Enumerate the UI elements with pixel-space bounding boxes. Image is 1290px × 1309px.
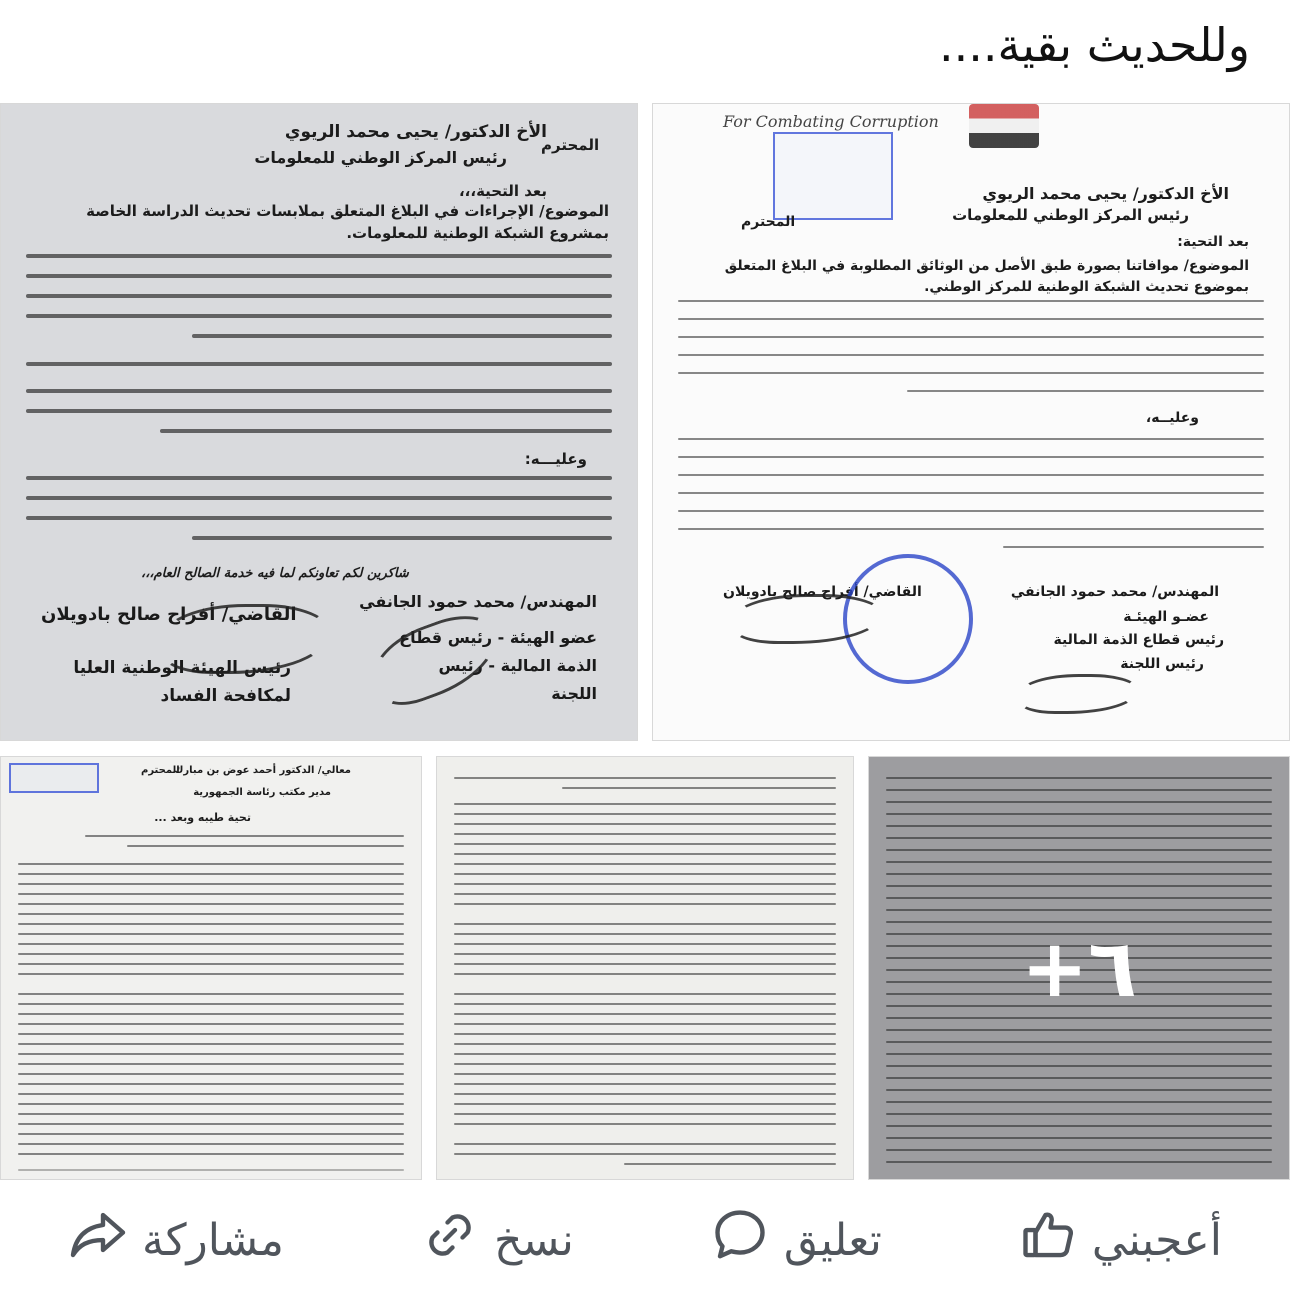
signature-right-name: المهندس/ محمد حمود الجانفي [1010, 584, 1219, 600]
post-photo-2[interactable] [652, 103, 1290, 741]
letter-text-line [192, 334, 612, 338]
letter-recipient-title: رئيس المركز الوطني للمعلومات [952, 206, 1189, 224]
letter-text-line [18, 1033, 404, 1035]
copy-button[interactable] [420, 1205, 574, 1276]
letter-honorific: المحترم [741, 214, 796, 230]
like-label: أعجبني [1091, 1214, 1222, 1266]
letter-text-line [18, 1053, 404, 1055]
letter-text-line [26, 409, 611, 413]
letter-subject: الموضوع/ الإجراءات في البلاغ المتعلق بملابسات تحديث الدراسة الخاصة بمشروع الشبكة الوطنية للمعلومات. [86, 202, 609, 242]
letter-text-line [454, 813, 837, 815]
letter-text-line [18, 1073, 404, 1075]
letter-thanks: شاكرين لكم تعاونكم لما فيه خدمة الصالح العام،،، [141, 566, 409, 581]
letter-greeting: بعد التحية: [1177, 234, 1249, 250]
share-icon [68, 1205, 128, 1276]
letter-text-line [18, 973, 404, 975]
letter-text-line [454, 803, 837, 805]
letter-text-line [160, 429, 612, 433]
letter-text-line [454, 843, 837, 845]
letter-recipient: معالي/ الدكتور أحمد عوض بن مبارك [174, 765, 351, 776]
signature-right-role: عضو الهيئة - رئيس قطاع الذمة المالية - رئيس اللجنة [399, 628, 597, 703]
letter-text-line [18, 1113, 404, 1115]
letter-text-line [454, 1073, 837, 1075]
letter-text-line [678, 354, 1263, 356]
letter-text-line [18, 1023, 404, 1025]
letter-text-line [454, 1063, 837, 1065]
letter-recipient: الأخ الدكتور/ يحيى محمد الريوي [284, 122, 547, 142]
letter-text-line [454, 943, 837, 945]
letter-text-line [454, 777, 837, 779]
post-photo-5[interactable] [868, 756, 1290, 1180]
thumbs-up-icon [1018, 1205, 1078, 1276]
comment-label: تعليق [783, 1214, 882, 1266]
signature-right-role: رئيس اللجنة [1120, 656, 1204, 672]
letter-honorific: المحترم [541, 136, 600, 154]
letter-text-line [678, 528, 1263, 530]
comment-bubble-icon [710, 1205, 770, 1276]
letter-text-line [26, 516, 611, 520]
letter-text-line [18, 923, 404, 925]
letter-text-line [454, 1043, 837, 1045]
letter-text-line [26, 476, 611, 480]
letter-text-line [454, 1113, 837, 1115]
letter-text-line [678, 336, 1263, 338]
letter-text-line [454, 953, 837, 955]
letter-text-line [454, 893, 837, 895]
letter-text-line [18, 1103, 404, 1105]
signature-left-name: القاضي/ أفراح صالح بادويلان [723, 584, 922, 600]
letter-text-line [678, 474, 1263, 476]
letter-recipient: الأخ الدكتور/ يحيى محمد الريوي [982, 184, 1229, 203]
letter-text-line [18, 1043, 404, 1045]
signature-left-name: القاضي/ أفراح صالح بادويلان [41, 604, 297, 625]
letter-text-line [85, 835, 404, 837]
letter-text-line [678, 438, 1263, 440]
letter-text-line [454, 903, 837, 905]
letter-text-line [907, 390, 1263, 392]
letter-text-line [624, 1163, 836, 1165]
letter-text-line [678, 300, 1263, 302]
letter-text-line [26, 362, 611, 366]
comment-button[interactable] [710, 1205, 882, 1276]
letter-text-line [18, 943, 404, 945]
like-button[interactable] [1018, 1205, 1222, 1276]
letter-english-header: For Combating Corruption [723, 112, 939, 131]
letter-recipient-title: مدير مكتب رئاسة الجمهورية [193, 787, 331, 798]
post-photo-1[interactable] [0, 103, 638, 741]
letter-text-line [678, 318, 1263, 320]
letter-text-line [26, 274, 611, 278]
coat-of-arms-emblem [969, 104, 1039, 148]
letter-text-line [454, 1103, 837, 1105]
signature-right-role: عضـو الهيئـة [1123, 609, 1209, 625]
received-stamp [773, 132, 893, 220]
letter-text-line [454, 1093, 837, 1095]
post-photo-3[interactable] [0, 756, 422, 1180]
letter-text-line [678, 372, 1263, 374]
letter-recipient-title: رئيس المركز الوطني للمعلومات [254, 148, 507, 167]
letter-text-line [18, 963, 404, 965]
signature-left-role: رئيس الهيئة الوطنية العليا لمكافحة الفساد [73, 658, 291, 706]
letter-text-line [26, 496, 611, 500]
letter-closing: وعليــه، [1145, 410, 1199, 426]
letter-text-line [26, 314, 611, 318]
letter-text-line [454, 963, 837, 965]
post-text: وللحديث بقية.... [939, 18, 1250, 72]
letter-text-line [454, 1023, 837, 1025]
letter-text-line [454, 823, 837, 825]
letter-text-line [454, 1153, 837, 1155]
letter-honorific: المحترم [141, 765, 180, 776]
letter-text-line [18, 863, 404, 865]
share-label: مشاركة [141, 1214, 284, 1266]
letter-text-line [1003, 546, 1264, 548]
letter-text-line [678, 510, 1263, 512]
letter-text-line [454, 1003, 837, 1005]
letter-text-line [454, 1123, 837, 1125]
letter-text-line [18, 1003, 404, 1005]
letter-text-line [18, 1063, 404, 1065]
letter-text-line [454, 863, 837, 865]
letter-text-line [18, 1143, 404, 1145]
more-photos-count: +٦ [1021, 921, 1137, 1015]
letter-text-line [454, 1033, 837, 1035]
letter-text-line [26, 389, 611, 393]
letter-text-line [18, 1153, 404, 1155]
letter-text-line [127, 845, 404, 847]
letter-text-line [18, 993, 404, 995]
signature-scribble [161, 604, 331, 674]
letter-text-line [18, 1013, 404, 1015]
letter-text-line [18, 953, 404, 955]
letter-subject: الموضوع/ موافاتنا بصورة طبق الأصل من الوثائق المطلوبة في البلاغ المتعلق بموضوع تحديث الشبكة الوطنية للمركز الوطني. [724, 258, 1249, 295]
letter-text-line [454, 873, 837, 875]
letter-text-line [454, 923, 837, 925]
signature-right-role: رئيس قطاع الذمة المالية [1053, 632, 1224, 648]
letter-text-line [18, 933, 404, 935]
letter-text-line [18, 893, 404, 895]
letter-text-line [454, 833, 837, 835]
letter-text-line [454, 973, 837, 975]
letter-text-line [454, 1083, 837, 1085]
letter-text-line [26, 254, 611, 258]
letter-text-line [454, 1053, 837, 1055]
signature-right-name: المهندس/ محمد حمود الجانفي [359, 592, 597, 611]
post-action-bar [0, 1200, 1290, 1280]
letter-text-line [678, 456, 1263, 458]
letter-text-line [678, 492, 1263, 494]
letter-text-line [454, 933, 837, 935]
letter-text-line [18, 873, 404, 875]
letter-text-line [454, 883, 837, 885]
letter-text-line [18, 1169, 404, 1171]
letter-text-line [18, 1123, 404, 1125]
copy-label: نسخ [493, 1214, 574, 1266]
letter-text-line [18, 1093, 404, 1095]
letter-text-line [18, 1083, 404, 1085]
share-button[interactable] [68, 1205, 284, 1276]
letter-text-line [18, 883, 404, 885]
letter-text-line [454, 1143, 837, 1145]
letter-text-line [192, 536, 612, 540]
more-photos-overlay[interactable] [869, 757, 1289, 1179]
letter-text-line [454, 1013, 837, 1015]
post-photo-4[interactable] [436, 756, 854, 1180]
letter-text-line [18, 1133, 404, 1135]
letter-text-line [454, 993, 837, 995]
letter-text-line [454, 853, 837, 855]
letter-greeting: تحية طيبه وبعد ... [154, 811, 251, 824]
letter-text-line [18, 903, 404, 905]
letter-greeting: بعد التحية،،، [458, 182, 547, 200]
received-stamp [9, 763, 99, 793]
letter-text-line [26, 294, 611, 298]
letter-closing: وعليـــه: [524, 450, 587, 468]
letter-text-line [562, 787, 837, 789]
letter-text-line [18, 913, 404, 915]
signature-scribble [1019, 674, 1139, 714]
link-icon [420, 1205, 480, 1276]
